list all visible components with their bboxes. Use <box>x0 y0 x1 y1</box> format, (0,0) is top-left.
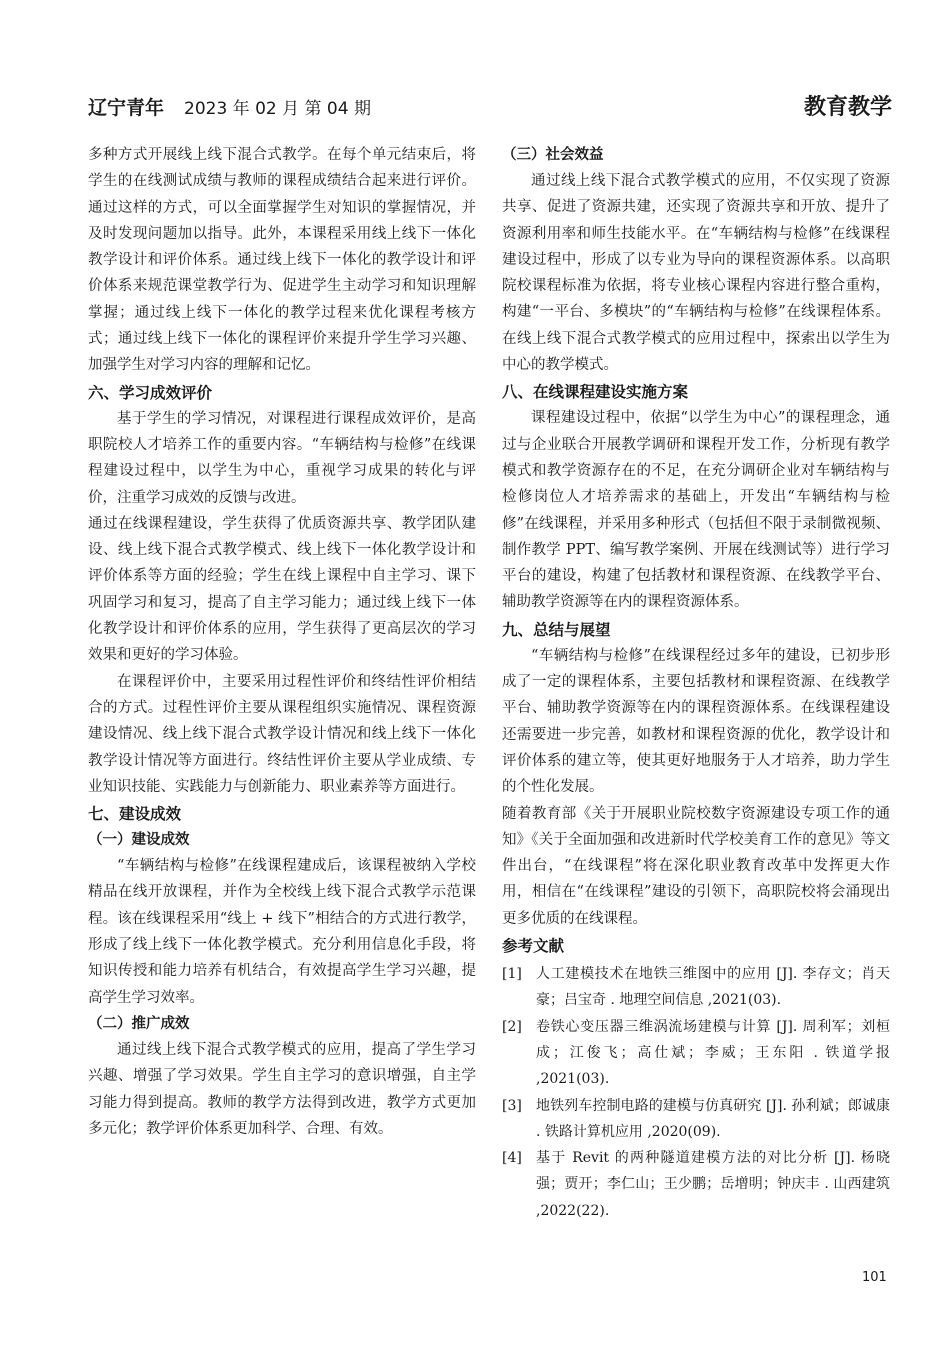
subsection3-paragraph: 通过线上线下混合式教学模式的应用，不仅实现了资源共享、促进了资源共建，还实现了资源共享和开放、提升了资源利用率和师生技能水平。在“车辆结构与检修”在线课程建设过程中，形成了以专业为导向的课程资源体系。以高职院校课程标准为依据，将专业核心课程内容进行整合重构，构建“一平台、多模块”的“车辆结构与检修”在线课程体系。在线上线下混合式教学模式的应用过程中，探索出以学生为中心的教学模式。 <box>502 173 890 374</box>
reference-number: [4] <box>502 1150 522 1167</box>
section6-heading: 六、学习成效评价 <box>88 383 213 402</box>
issue-date: 2023 年 02 月 第 04 期 <box>184 99 371 119</box>
section9-heading: 九、总结与展望 <box>502 620 611 639</box>
right-column <box>502 142 890 1224</box>
section6-paragraph-1: 基于学生的学习情况，对课程进行课程成效评价，是高职院校人才培养工作的重要内容。“车辆结构与检修”在线课程建设过程中，以学生为中心，重视学习成果的转化与评价，注重学习成效的反馈与改进。 <box>88 410 476 506</box>
reference-text: 人工建模技术在地铁三维图中的应用 [J]. 李存文；肖天豪；吕宝奇 . 地理空间信息 ,2021(03). <box>536 966 890 1009</box>
section7-heading: 七、建设成效 <box>88 805 182 824</box>
reference-text: 基于 Revit 的两种隧道建模方法的对比分析 [J]. 杨晓强；贾开；李仁山；王少鹏；岳增明；钟庆丰 . 山西建筑 ,2022(22). <box>536 1150 890 1219</box>
page-header <box>88 88 892 124</box>
section8-paragraph: 课程建设过程中，依据“以学生为中心”的课程理念，通过与企业联合开展教学调研和课程开发工作，分析现有教学模式和教学资源存在的不足，在充分调研企业对车辆结构与检修岗位人才培养需求的基础上，开发出“车辆结构与检修”在线课程，并采用多种形式（包括但不限于录制微视频、制作教学 PPT、编写教学案例、开展在线测试等）进行学习平台的建设，构建了包括教材和课程资源、在线教学平台、辅助教学资源等在内的课程资源体系。 <box>502 410 890 611</box>
intro-paragraph: 多种方式开展线上线下混合式教学。在每个单元结束后，将学生的在线测试成绩与教师的课程成绩结合起来进行评价。通过这样的方式，可以全面掌握学生对知识的掌握情况，并及时发现问题加以指导。此外，本课程采用线上线下一体化教学设计和评价体系。通过线上线下一体化的教学设计和评价体系来规范课堂教学行为、促进学生主动学习和知识理解掌握；通过线上线下一体化的教学过程来优化课程考核方式；通过线上线下一体化的课程评价来提升学生学习兴趣、加强学生对学习内容的理解和记忆。 <box>88 147 476 374</box>
section9-paragraph-1: “车辆结构与检修”在线课程经过多年的建设，已初步形成了一定的课程体系，主要包括教材和课程资源、在线教学平台、辅助教学资源等在内的课程资源体系。在线课程建设还需要进一步完善，如教材和课程资源的优化，教学设计和评价体系的建立等，使其更好地服务于人才培养，助力学生的个性化发展。 <box>502 647 890 796</box>
reference-text: 卷铁心变压器三维涡流场建模与计算 [J]. 周利军；刘桓成；江俊飞；高仕斌；李威；王东阳 . 铁道学报 ,2021(03). <box>536 1018 890 1088</box>
reference-text: 地铁列车控制电路的建模与仿真研究 [J]. 孙利斌；郎诚康 . 铁路计算机应用 ,2020(09). <box>536 1097 890 1140</box>
subsection3-heading: （三）社会效益 <box>502 147 604 163</box>
reference-number: [2] <box>502 1018 522 1035</box>
section6-paragraph-2: 通过在线课程建设，学生获得了优质资源共享、教学团队建设、线上线下混合式教学模式、线上线下一体化教学设计和评价体系等方面的经验；学生在线上课程中自主学习、课下巩固学习和复习，提高了自主学习能力；通过线上线下一体化教学设计和评价体系的应用，学生获得了更高层次的学习效果和更好的学习体验。 <box>88 515 476 664</box>
section6-paragraph-3: 在课程评价中，主要采用过程性评价和终结性评价相结合的方式。过程性评价主要从课程组织实施情况、课程资源建设情况、线上线下混合式教学设计情况和线上线下一体化教学设计情况等方面进行。终结性评价主要从学业成绩、专业知识技能、实践能力与创新能力、职业素养等方面进行。 <box>88 673 476 795</box>
left-column <box>88 142 476 1142</box>
journal-name: 辽宁青年 <box>88 97 165 119</box>
reference-item <box>502 1014 890 1093</box>
section8-heading: 八、在线课程建设实施方案 <box>502 383 689 402</box>
reference-number: [1] <box>502 966 522 983</box>
reference-item <box>502 961 890 1014</box>
references-heading: 参考文献 <box>502 937 565 956</box>
subsection1-heading: （一）建设成效 <box>88 832 190 849</box>
section9-paragraph-2: 随着教育部《关于开展职业院校数字资源建设专项工作的通知》《关于全面加强和改进新时代学校美育工作的意见》等文件出台，“在线课程”将在深化职业教育改革中发挥更大作用，相信在“在线课程”建设的引领下，高职院校将会涌现出更多优质的在线课程。 <box>502 805 890 927</box>
reference-number: [3] <box>502 1097 522 1114</box>
references-list <box>502 961 890 1224</box>
reference-item <box>502 1145 890 1224</box>
subsection2-paragraph: 通过线上线下混合式教学模式的应用，提高了学生学习兴趣、增强了学习效果。学生自主学习的意识增强，自主学习能力得到提高。教师的教学方法得到改进，教学方式更加多元化；教学评价体系更加科学、合理、有效。 <box>88 1041 476 1137</box>
section-name: 教育教学 <box>803 95 892 120</box>
reference-item <box>502 1093 890 1146</box>
page-number: 101 <box>862 1270 887 1285</box>
subsection1-paragraph: “车辆结构与检修”在线课程建成后，该课程被纳入学校精品在线开放课程，并作为全校线上线下混合式教学示范课程。该在线课程采用“线上 + 线下”相结合的方式进行教学，形成了线上线下一体化教学模式。充分利用信息化手段，将知识传授和能力培养有机结合，有效提高学生学习兴趣，提高学生学习效率。 <box>88 858 476 1006</box>
subsection2-heading: （二）推广成效 <box>88 1015 190 1032</box>
